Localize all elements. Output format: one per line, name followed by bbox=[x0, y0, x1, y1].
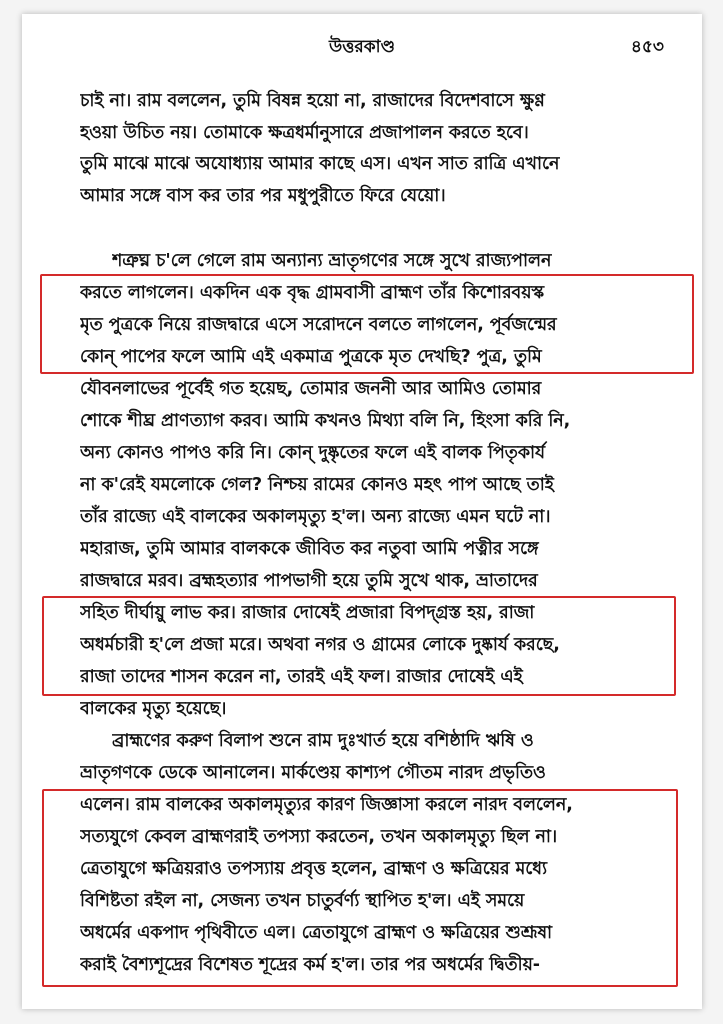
text-line: রাজদ্বারে মরব। ব্রহ্মহত্যার পাপভাগী হয়ে তুমি সুখে থাক, ভ্রাতাদের bbox=[80, 571, 538, 591]
text-line: ত্রেতাযুগে ক্ষত্রিয়রাও তপস্যায় প্রবৃত্ত হলেন, ব্রাহ্মণ ও ক্ষত্রিয়ের মধ্যে bbox=[80, 859, 548, 879]
text-line: ভ্রাতৃগণকে ডেকে আনালেন। মার্কণ্ডেয় কাশ্যপ গৌতম নারদ প্রভৃতিও bbox=[80, 763, 546, 783]
page-header bbox=[22, 34, 702, 64]
text-line: মৃত পুত্রকে নিয়ে রাজদ্বারে এসে সরোদনে বলতে লাগলেন, পূর্বজন্মের bbox=[80, 315, 557, 335]
text-line: রাজা তাদের শাসন করেন না, তারই এই ফল। রাজার দোষেই এই bbox=[80, 667, 523, 687]
text-line: অধর্মের একপাদ পৃথিবীতে এল। ত্রেতাযুগে ব্রাহ্মণ ও ক্ষত্রিয়ের শুশ্রূষা bbox=[80, 923, 553, 943]
text-line: হওয়া উচিত নয়। তোমাকে ক্ষত্রধর্মানুসারে প্রজাপালন করতে হবে। bbox=[80, 123, 529, 143]
text-line: কোন্ পাপের ফলে আমি এই একমাত্র পুত্রকে মৃত দেখছি? পুত্র, তুমি bbox=[80, 347, 542, 367]
text-line: অধর্মচারী হ'লে প্রজা মরে। অথবা নগর ও গ্রামের লোকে দুষ্কার্য করছে, bbox=[80, 635, 560, 655]
book-page bbox=[22, 14, 702, 1009]
chapter-title: উত্তরকাণ্ড bbox=[329, 37, 395, 57]
text-line: এলেন। রাম বালকের অকালমৃত্যুর কারণ জিজ্ঞাসা করলে নারদ বললেন, bbox=[80, 795, 573, 815]
text-line: মহারাজ, তুমি আমার বালককে জীবিত কর নতুবা আমি পত্নীর সঙ্গে bbox=[80, 539, 539, 559]
text-line: সত্যযুগে কেবল ব্রাহ্মণরাই তপস্যা করতেন, তখন অকালমৃত্যু ছিল না। bbox=[80, 827, 558, 847]
text-line: শোকে শীঘ্র প্রাণত্যাগ করব। আমি কখনও মিথ্যা বলি নি, হিংসা করি নি, bbox=[80, 411, 571, 431]
text-line: তাঁর রাজ্যে এই বালকের অকালমৃত্যু হ'ল। অন্য রাজ্যে এমন ঘটে না। bbox=[80, 507, 551, 527]
text-line: যৌবনলাভের পূর্বেই গত হয়েছ, তোমার জননী আর আমিও তোমার bbox=[80, 379, 542, 399]
text-line: অন্য কোনও পাপও করি নি। কোন্ দুষ্কৃতের ফলে এই বালক পিতৃকার্য bbox=[80, 443, 546, 463]
text-line: বিশিষ্টতা রইল না, সেজন্য তখন চাতুর্বর্ণ্য স্থাপিত হ'ল। এই সময়ে bbox=[80, 891, 525, 911]
page-number: ৪৫৩ bbox=[630, 37, 664, 57]
text-line: বালকের মৃত্যু হয়েছে। bbox=[80, 699, 227, 719]
text-line: করাই বৈশ্যশূদ্রের বিশেষত শূদ্রের কর্ম হ'ল। তার পর অধর্মের দ্বিতীয়- bbox=[80, 955, 541, 975]
text-line: আমার সঙ্গে বাস কর তার পর মধুপুরীতে ফিরে যেয়ো। bbox=[80, 186, 446, 206]
text-line: ব্রাহ্মণের করুণ বিলাপ শুনে রাম দুঃখার্ত হয়ে বশিষ্ঠাদি ঋষি ও bbox=[112, 731, 534, 751]
text-line: না ক'রেই যমলোকে গেল? নিশ্চয় রামের কোনও মহৎ পাপ আছে তাই bbox=[80, 475, 554, 495]
text-line: করতে লাগলেন। একদিন এক বৃদ্ধ গ্রামবাসী ব্রাহ্মণ তাঁর কিশোরবয়স্ক bbox=[80, 283, 544, 303]
text-line: তুমি মাঝে মাঝে অযোধ্যায় আমার কাছে এস। এখন সাত রাত্রি এখানে bbox=[80, 154, 560, 174]
text-line: শত্রুঘ্ন চ'লে গেলে রাম অন্যান্য ভ্রাতৃগণের সঙ্গে সুখে রাজ্যপালন bbox=[112, 251, 552, 271]
text-line: সহিত দীর্ঘায়ু লাভ কর। রাজার দোষেই প্রজারা বিপদ্গ্রস্ত হয়, রাজা bbox=[80, 603, 535, 623]
text-line: চাই না। রাম বললেন, তুমি বিষন্ন হয়ো না, রাজাদের বিদেশবাসে ক্ষুণ্ণ bbox=[80, 91, 545, 111]
